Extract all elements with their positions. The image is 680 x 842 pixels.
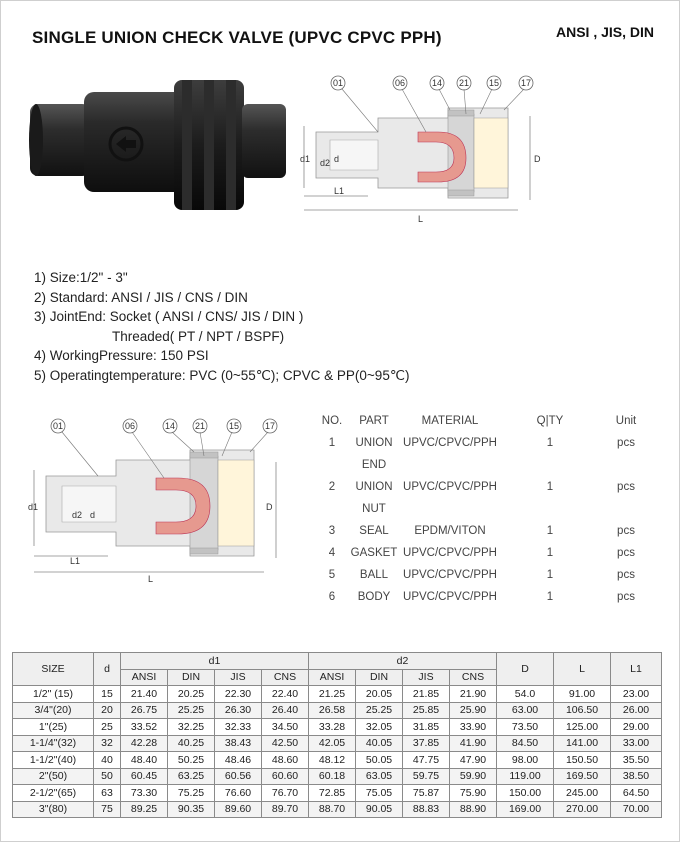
dims-value-cell: 90.35 <box>168 801 215 818</box>
parts-unit: pcs <box>617 481 635 493</box>
dims-value-cell: 25.25 <box>356 702 403 719</box>
callout-14: 14 <box>431 78 443 88</box>
dims-size-cell: 3"(80) <box>13 801 94 818</box>
parts-no: 4 <box>328 547 336 559</box>
dims-value-cell: 60.45 <box>121 768 168 785</box>
dims-value-cell: 125.00 <box>554 719 611 736</box>
dims-row <box>13 686 662 703</box>
parts-material: UPVC/CPVC/PPH <box>403 547 497 559</box>
dims-size-cell: 1"(25) <box>13 719 94 736</box>
dims-value-cell: 75.87 <box>403 785 450 802</box>
callout-17-mid: 17 <box>264 421 276 431</box>
parts-no: 1 <box>328 437 336 449</box>
dims-value-cell: 59.90 <box>450 768 497 785</box>
dims-value-cell: 41.90 <box>450 735 497 752</box>
dims-value-cell: 73.30 <box>121 785 168 802</box>
dims-value-cell: 63.00 <box>497 702 554 719</box>
dims-sub-header: ANSI <box>309 669 356 686</box>
dims-value-cell: 25.85 <box>403 702 450 719</box>
dims-header-D: D <box>497 653 554 686</box>
label-d-mid: d <box>90 510 96 520</box>
dims-sub-header: CNS <box>450 669 497 686</box>
dims-value-cell: 32.05 <box>356 719 403 736</box>
dims-value-cell: 26.75 <box>121 702 168 719</box>
dims-size-cell: 2-1/2"(65) <box>13 785 94 802</box>
dims-value-cell: 48.12 <box>309 752 356 769</box>
dims-value-cell: 50 <box>94 768 121 785</box>
dims-value-cell: 40.25 <box>168 735 215 752</box>
dims-value-cell: 23.00 <box>611 686 662 703</box>
parts-material: EPDM/VITON <box>414 525 486 537</box>
dims-value-cell: 48.60 <box>262 752 309 769</box>
dims-sub-header: ANSI <box>121 669 168 686</box>
parts-part: GASKET <box>350 547 398 559</box>
dims-value-cell: 60.56 <box>215 768 262 785</box>
dims-sub-header: DIN <box>168 669 215 686</box>
parts-no: 6 <box>328 591 336 603</box>
parts-material <box>398 454 502 476</box>
callout-17: 17 <box>520 78 532 88</box>
dims-value-cell: 38.50 <box>611 768 662 785</box>
dims-sub-header: JIS <box>403 669 450 686</box>
spec-working-pressure: 4) WorkingPressure: 150 PSI <box>34 348 209 364</box>
parts-qty: 1 <box>546 481 554 493</box>
dims-sub-header: CNS <box>262 669 309 686</box>
dims-value-cell: 50.05 <box>356 752 403 769</box>
label-d1-mid: d1 <box>28 502 39 512</box>
dims-value-cell: 64.50 <box>611 785 662 802</box>
dims-sub-header: JIS <box>215 669 262 686</box>
dims-value-cell: 63.25 <box>168 768 215 785</box>
dims-value-cell: 21.85 <box>403 686 450 703</box>
specs-list <box>34 268 409 386</box>
standards-label: ANSI , JIS, DIN <box>556 24 655 40</box>
dims-value-cell: 22.40 <box>262 686 309 703</box>
label-d1: d1 <box>300 154 311 164</box>
dims-value-cell: 25.90 <box>450 702 497 719</box>
dims-row <box>13 801 662 818</box>
parts-header-part: PART <box>359 415 389 427</box>
parts-no: 3 <box>328 525 336 537</box>
dimensions-table <box>12 652 662 818</box>
dims-value-cell: 21.25 <box>309 686 356 703</box>
dims-value-cell: 89.60 <box>215 801 262 818</box>
right-socket <box>242 104 286 178</box>
label-L-mid: L <box>148 574 154 584</box>
cross-section-diagram-top <box>298 70 544 228</box>
parts-row <box>314 586 654 608</box>
dims-value-cell: 91.00 <box>554 686 611 703</box>
parts-row <box>314 432 654 454</box>
callout-06: 06 <box>394 78 406 88</box>
spec-standard: 2) Standard: ANSI / JIS / CNS / DIN <box>34 289 248 305</box>
dims-value-cell: 26.30 <box>215 702 262 719</box>
parts-material <box>398 498 502 520</box>
parts-material: UPVC/CPVC/PPH <box>403 569 497 581</box>
parts-qty: 1 <box>546 547 554 559</box>
dims-value-cell: 32 <box>94 735 121 752</box>
parts-no <box>314 498 350 520</box>
dims-value-cell: 270.00 <box>554 801 611 818</box>
dims-value-cell: 60.18 <box>309 768 356 785</box>
dims-value-cell: 76.60 <box>215 785 262 802</box>
parts-material: UPVC/CPVC/PPH <box>403 591 497 603</box>
dims-sub-header: DIN <box>356 669 403 686</box>
dims-header-d2: d2 <box>309 653 497 670</box>
dims-value-cell: 119.00 <box>497 768 554 785</box>
parts-material: UPVC/CPVC/PPH <box>403 481 497 493</box>
dims-value-cell: 76.70 <box>262 785 309 802</box>
dims-value-cell: 98.00 <box>497 752 554 769</box>
dims-value-cell: 33.52 <box>121 719 168 736</box>
callout-15-mid: 15 <box>228 421 240 431</box>
parts-part: SEAL <box>359 525 389 537</box>
parts-part: BODY <box>357 591 391 603</box>
dims-value-cell: 26.58 <box>309 702 356 719</box>
dims-value-cell: 72.85 <box>309 785 356 802</box>
parts-part: END <box>361 459 387 471</box>
spec-threaded: Threaded( PT / NPT / BSPF) <box>112 328 285 344</box>
label-L1-mid: L1 <box>70 556 81 566</box>
dims-size-cell: 1-1/2"(40) <box>13 752 94 769</box>
dims-value-cell: 89.25 <box>121 801 168 818</box>
parts-part: UNION <box>355 437 393 449</box>
dims-value-cell: 75.25 <box>168 785 215 802</box>
callout-01: 01 <box>332 78 344 88</box>
spec-size: 1) Size:1/2" - 3" <box>34 270 128 285</box>
parts-row <box>314 476 654 498</box>
parts-qty <box>502 498 598 520</box>
dims-value-cell: 42.50 <box>262 735 309 752</box>
parts-header-material: MATERIAL <box>421 415 479 427</box>
label-L: L <box>418 214 424 224</box>
parts-header-qty: Q|TY <box>536 415 564 427</box>
callout-01-mid: 01 <box>52 421 64 431</box>
dims-value-cell: 26.00 <box>611 702 662 719</box>
dims-value-cell: 150.50 <box>554 752 611 769</box>
parts-qty: 1 <box>546 591 554 603</box>
callout-15: 15 <box>488 78 500 88</box>
dims-value-cell: 50.25 <box>168 752 215 769</box>
dims-value-cell: 21.90 <box>450 686 497 703</box>
parts-qty: 1 <box>546 437 554 449</box>
dims-value-cell: 70.00 <box>611 801 662 818</box>
dims-value-cell: 20.25 <box>168 686 215 703</box>
dims-size-cell: 1/2" (15) <box>13 686 94 703</box>
label-d: d <box>334 154 340 164</box>
dims-value-cell: 32.25 <box>168 719 215 736</box>
parts-part: NUT <box>362 503 386 515</box>
dims-value-cell: 75 <box>94 801 121 818</box>
dims-value-cell: 88.90 <box>450 801 497 818</box>
dims-row <box>13 752 662 769</box>
dims-value-cell: 141.00 <box>554 735 611 752</box>
dims-value-cell: 29.00 <box>611 719 662 736</box>
dims-header-d1: d1 <box>121 653 309 670</box>
dims-row <box>13 719 662 736</box>
dims-value-cell: 47.90 <box>450 752 497 769</box>
parts-qty: 1 <box>546 569 554 581</box>
parts-header-unit: Unit <box>615 415 637 427</box>
parts-unit: pcs <box>617 437 635 449</box>
dims-header-size: SIZE <box>13 653 94 686</box>
label-D: D <box>534 154 541 164</box>
parts-qty <box>502 454 598 476</box>
parts-no: 2 <box>328 481 336 493</box>
dims-value-cell: 48.46 <box>215 752 262 769</box>
callout-06-mid: 06 <box>124 421 136 431</box>
label-d2-mid: d2 <box>72 510 83 520</box>
parts-material: UPVC/CPVC/PPH <box>403 437 497 449</box>
dims-row <box>13 735 662 752</box>
dims-value-cell: 25.25 <box>168 702 215 719</box>
dims-value-cell: 20 <box>94 702 121 719</box>
dims-value-cell: 26.40 <box>262 702 309 719</box>
parts-unit: pcs <box>617 547 635 559</box>
parts-row <box>314 498 654 520</box>
parts-header-no: NO. <box>321 415 343 427</box>
dims-row <box>13 768 662 785</box>
dims-value-cell: 75.05 <box>356 785 403 802</box>
dims-value-cell: 90.05 <box>356 801 403 818</box>
page-title: SINGLE UNION CHECK VALVE (UPVC CPVC PPH) <box>32 28 442 47</box>
parts-unit <box>598 498 654 520</box>
dims-value-cell: 63.05 <box>356 768 403 785</box>
dims-value-cell: 106.50 <box>554 702 611 719</box>
dims-value-cell: 75.90 <box>450 785 497 802</box>
dims-value-cell: 34.50 <box>262 719 309 736</box>
spec-operating-temperature: 5) Operatingtemperature: PVC (0~55℃); CPVC & PP(0~95℃) <box>34 367 410 383</box>
dims-value-cell: 88.83 <box>403 801 450 818</box>
dims-value-cell: 15 <box>94 686 121 703</box>
dims-value-cell: 89.70 <box>262 801 309 818</box>
dims-value-cell: 42.28 <box>121 735 168 752</box>
dims-value-cell: 150.00 <box>497 785 554 802</box>
callout-21-mid: 21 <box>194 421 206 431</box>
dims-value-cell: 73.50 <box>497 719 554 736</box>
dims-value-cell: 35.50 <box>611 752 662 769</box>
dims-row <box>13 702 662 719</box>
parts-unit: pcs <box>617 591 635 603</box>
dims-value-cell: 47.75 <box>403 752 450 769</box>
dims-value-cell: 60.60 <box>262 768 309 785</box>
dims-value-cell: 88.70 <box>309 801 356 818</box>
label-L1: L1 <box>334 186 345 196</box>
dims-value-cell: 59.75 <box>403 768 450 785</box>
dims-value-cell: 63 <box>94 785 121 802</box>
dims-header-row-top <box>13 653 662 670</box>
dims-value-cell: 84.50 <box>497 735 554 752</box>
parts-row <box>314 520 654 542</box>
cross-section-diagram-mid <box>28 410 292 586</box>
parts-part: UNION <box>355 481 393 493</box>
dims-value-cell: 21.40 <box>121 686 168 703</box>
parts-table <box>314 410 654 608</box>
dims-value-cell: 33.90 <box>450 719 497 736</box>
parts-unit: pcs <box>617 525 635 537</box>
dims-header-d: d <box>94 653 121 686</box>
parts-row <box>314 454 654 476</box>
parts-no <box>314 454 350 476</box>
dims-value-cell: 169.50 <box>554 768 611 785</box>
dims-value-cell: 54.0 <box>497 686 554 703</box>
parts-row <box>314 542 654 564</box>
dims-value-cell: 245.00 <box>554 785 611 802</box>
dims-value-cell: 169.00 <box>497 801 554 818</box>
spec-joint-end: 3) JointEnd: Socket ( ANSI / CNS/ JIS / DIN ) <box>34 309 304 325</box>
dims-value-cell: 42.05 <box>309 735 356 752</box>
dims-header-L: L <box>554 653 611 686</box>
dims-value-cell: 22.30 <box>215 686 262 703</box>
dims-value-cell: 38.43 <box>215 735 262 752</box>
dims-body <box>13 686 662 818</box>
dims-value-cell: 37.85 <box>403 735 450 752</box>
dims-size-cell: 3/4"(20) <box>13 702 94 719</box>
dims-size-cell: 2"(50) <box>13 768 94 785</box>
parts-no: 5 <box>328 569 336 581</box>
dims-value-cell: 25 <box>94 719 121 736</box>
parts-header-row <box>314 410 654 432</box>
parts-qty: 1 <box>546 525 554 537</box>
dims-value-cell: 48.40 <box>121 752 168 769</box>
dims-value-cell: 40.05 <box>356 735 403 752</box>
dims-value-cell: 33.00 <box>611 735 662 752</box>
parts-part: BALL <box>359 569 389 581</box>
dims-value-cell: 40 <box>94 752 121 769</box>
dims-header-L1: L1 <box>611 653 662 686</box>
dims-value-cell: 33.28 <box>309 719 356 736</box>
callout-21: 21 <box>458 78 470 88</box>
dims-value-cell: 20.05 <box>356 686 403 703</box>
dims-row <box>13 785 662 802</box>
parts-unit <box>598 454 654 476</box>
parts-row <box>314 564 654 586</box>
dims-value-cell: 32.33 <box>215 719 262 736</box>
dims-value-cell: 31.85 <box>403 719 450 736</box>
dims-size-cell: 1-1/4"(32) <box>13 735 94 752</box>
parts-unit: pcs <box>617 569 635 581</box>
label-D-mid: D <box>266 502 273 512</box>
callout-14-mid: 14 <box>164 421 176 431</box>
label-d2: d2 <box>320 158 331 168</box>
valve-photo <box>28 66 290 244</box>
